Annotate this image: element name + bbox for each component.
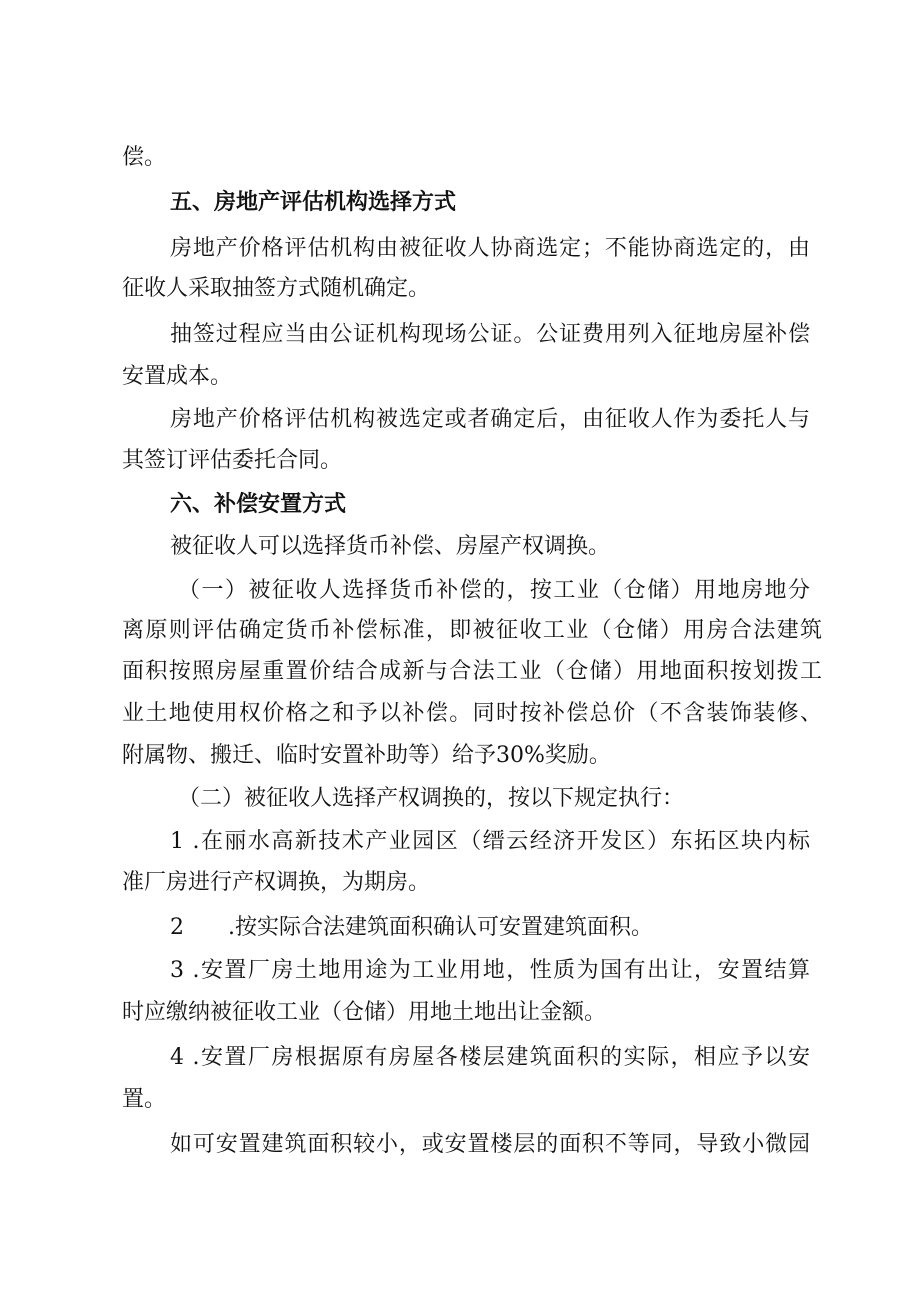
text-line: 抽签过程应当由公证机构现场公证。公证费用列入征地房屋补偿 [170,322,810,347]
section-heading-5: 五、房地产评估机构选择方式 [170,190,457,215]
text-line: 4 .安置厂房根据原有房屋各楼层建筑面积的实际，相应予以安 [170,1045,810,1070]
text-line: 偿。 [122,145,167,170]
text-line: 离原则评估确定货币补偿标准，即被征收工业（仓储）用房合法建筑 [122,618,822,643]
text-line: 房地产价格评估机构被选定或者确定后，由征收人作为委托人与 [170,407,810,432]
text-line: 2 .按实际合法建筑面积确认可安置建筑面积。 [170,915,653,940]
text-line: 面积按照房屋重置价结合成新与合法工业（仓储）用地面积按划拨工 [122,659,822,684]
text-line: 房地产价格评估机构由被征收人协商选定；不能协商选定的，由 [170,236,810,261]
text-line: 3 .安置厂房土地用途为工业用地，性质为国有出让，安置结算 [170,958,810,983]
section-heading-6: 六、补偿安置方式 [170,492,347,517]
text-line: （一）被征收人选择货币补偿的，按工业（仓储）用地房地分 [178,578,810,603]
text-line: 其签订评估委托合同。 [122,448,343,473]
text-line: （二）被征收人选择产权调换的，按以下规定执行： [178,786,685,811]
text-line: 安置成本。 [122,364,233,389]
text-line: 时应缴纳被征收工业（仓储）用地土地出让金额。 [122,1000,607,1025]
text-line: 业土地使用权价格之和予以补偿。同时按补偿总价（不含装饰装修、 [122,701,822,726]
text-line: 征收人采取抽签方式随机确定。 [122,276,431,301]
text-line: 被征收人可以选择货币补偿、房屋产权调换。 [170,534,611,559]
text-line: 附属物、搬迁、临时安置补助等）给予30%奖励。 [122,743,611,768]
text-line: 置。 [122,1087,167,1112]
text-line: 如可安置建筑面积较小，或安置楼层的面积不等同，导致小微园 [170,1132,810,1157]
text-line: 准厂房进行产权调换，为期房。 [122,870,431,895]
text-line: 1 .在丽水高新技术产业园区（缙云经济开发区）东拓区块内标 [170,829,810,854]
